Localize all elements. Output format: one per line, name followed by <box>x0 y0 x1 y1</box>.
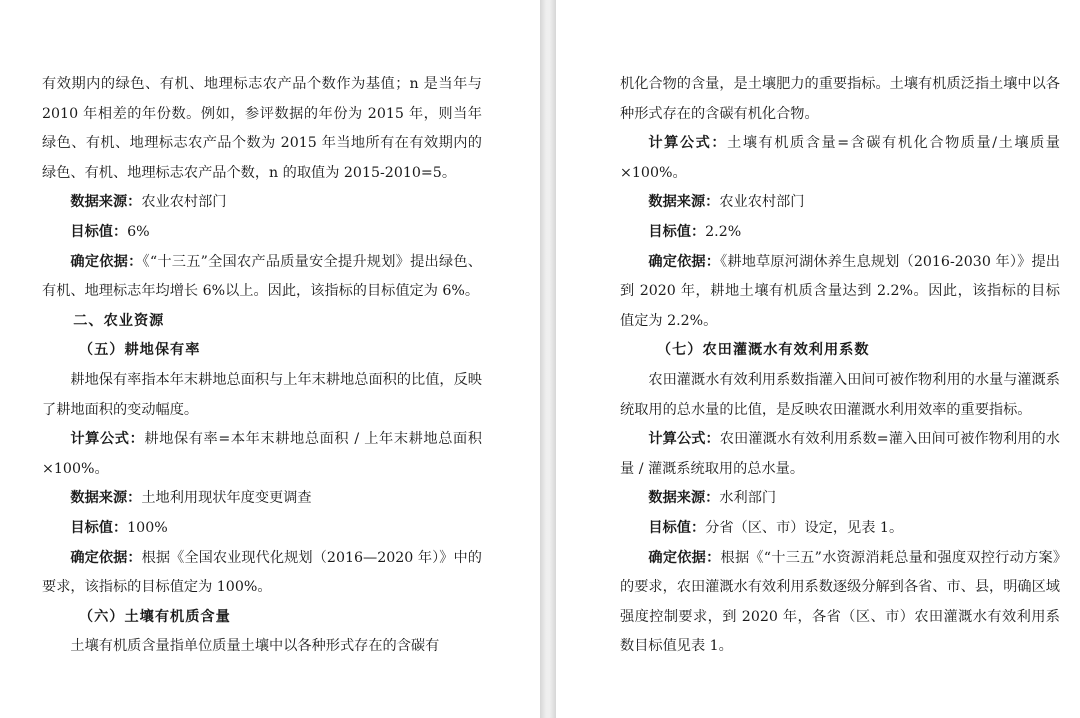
formula-label: 计算公式： <box>648 135 728 152</box>
basis-value: 《“十三五”全国农产品质量安全提升规划》提出绿色、有机、地理标志年均增长 6%以上。因此，该指标的目标值定为 6%。 <box>42 253 482 300</box>
formula-paragraph <box>620 129 1060 188</box>
item7-data-source-value: 水利部门 <box>719 490 777 507</box>
item7-heading: （七）农田灌溉水有效利用系数 <box>656 342 870 359</box>
intro-paragraph: 有效期内的绿色、有机、地理标志农产品个数作为基值；n 是当年与 2010 年相差的年份数。例如，参评数据的年份为 2015 年，则当年绿色、有机、地理标志农产品个数为 2015 年当地所有在有效期内的绿色、有机、地理标志农产品个数，n 的取值为 2015-2010=5。 <box>42 76 482 181</box>
formula-value: 土壤有机质含量=含碳有机化合物质量/土壤质量×100%。 <box>620 135 1060 181</box>
item5-heading: （五）耕地保有率 <box>78 342 201 359</box>
target-label: 目标值： <box>648 223 706 240</box>
item6-description: 土壤有机质含量指单位质量土壤中以各种形式存在的含碳有 <box>70 638 440 655</box>
data-source-line <box>620 188 1060 218</box>
item7-description: 农田灌溉水有效利用系数指灌入田间可被作物利用的水量与灌溉系统取用的总水量的比值，是反映农田灌溉水利用效率的重要指标。 <box>620 371 1060 418</box>
target-label: 目标值： <box>70 223 128 240</box>
page-gutter <box>540 0 556 718</box>
data-source-value: 农业农村部门 <box>141 194 227 211</box>
item5-data-source-label: 数据来源： <box>70 490 142 507</box>
item7-formula-value: 农田灌溉水有效利用系数=灌入田间可被作物利用的水量 / 灌溉系统取用的总水量。 <box>620 431 1060 477</box>
basis-label: 确定依据： <box>648 253 721 270</box>
item7-target-label: 目标值： <box>648 519 706 536</box>
item5-target-value: 100% <box>127 519 168 536</box>
section-heading: 二、农业资源 <box>73 312 165 329</box>
item5-data-source-value: 土地利用现状年度变更调查 <box>141 490 312 507</box>
basis-paragraph <box>42 248 482 307</box>
item5-basis <box>42 544 482 603</box>
item7-formula-label: 计算公式： <box>648 431 720 448</box>
data-source-label: 数据来源： <box>648 194 720 211</box>
item7-basis-value: 根据《“十三五”水资源消耗总量和强度双控行动方案》的要求，农田灌溉水有效利用系数逐级分解到各省、市、县，明确区域强度控制要求，到 2020 年，各省（区、市）农田灌溉水有效利用系数目标值见表 1。 <box>620 549 1060 655</box>
item7-data-source <box>620 484 1060 514</box>
target-line <box>620 218 1060 248</box>
continuation-paragraph: 机化合物的含量，是土壤肥力的重要指标。土壤有机质泛指土壤中以各种形式存在的含碳有机化合物。 <box>620 76 1060 122</box>
target-value: 6% <box>127 223 150 240</box>
data-source-line <box>42 188 482 218</box>
item7-target-value: 分省（区、市）设定，见表 1。 <box>705 519 904 536</box>
basis-label: 确定依据： <box>70 253 143 270</box>
item5-data-source <box>42 484 482 514</box>
item7-data-source-label: 数据来源： <box>648 490 720 507</box>
item5-basis-label: 确定依据： <box>70 549 142 566</box>
target-line <box>42 218 482 248</box>
basis-paragraph <box>620 248 1060 337</box>
data-source-value: 农业农村部门 <box>719 194 805 211</box>
item5-target <box>42 514 482 544</box>
data-source-label: 数据来源： <box>70 194 142 211</box>
item5-formula-label: 计算公式： <box>70 431 145 448</box>
item5-formula-value: 耕地保有率=本年末耕地总面积 / 上年末耕地总面积×100%。 <box>42 431 482 477</box>
item5-target-label: 目标值： <box>70 519 128 536</box>
target-value: 2.2% <box>705 223 742 240</box>
item7-basis-label: 确定依据： <box>648 549 721 566</box>
item7-target <box>620 514 1060 544</box>
item7-basis <box>620 544 1060 662</box>
item5-description: 耕地保有率指本年末耕地总面积与上年末耕地总面积的比值，反映了耕地面积的变动幅度。 <box>42 371 482 418</box>
right-page <box>556 0 1080 718</box>
item7-formula <box>620 425 1060 484</box>
item5-basis-value: 根据《全国农业现代化规划（2016—2020 年）》中的要求，该指标的目标值定为 100%。 <box>42 549 482 596</box>
basis-value: 《耕地草原河湖休养生息规划（2016-2030 年）》提出到 2020 年，耕地土壤有机质含量达到 2.2%。因此，该指标的目标值定为 2.2%。 <box>620 253 1060 329</box>
item5-formula <box>42 425 482 484</box>
item6-heading: （六）土壤有机质含量 <box>78 608 231 625</box>
